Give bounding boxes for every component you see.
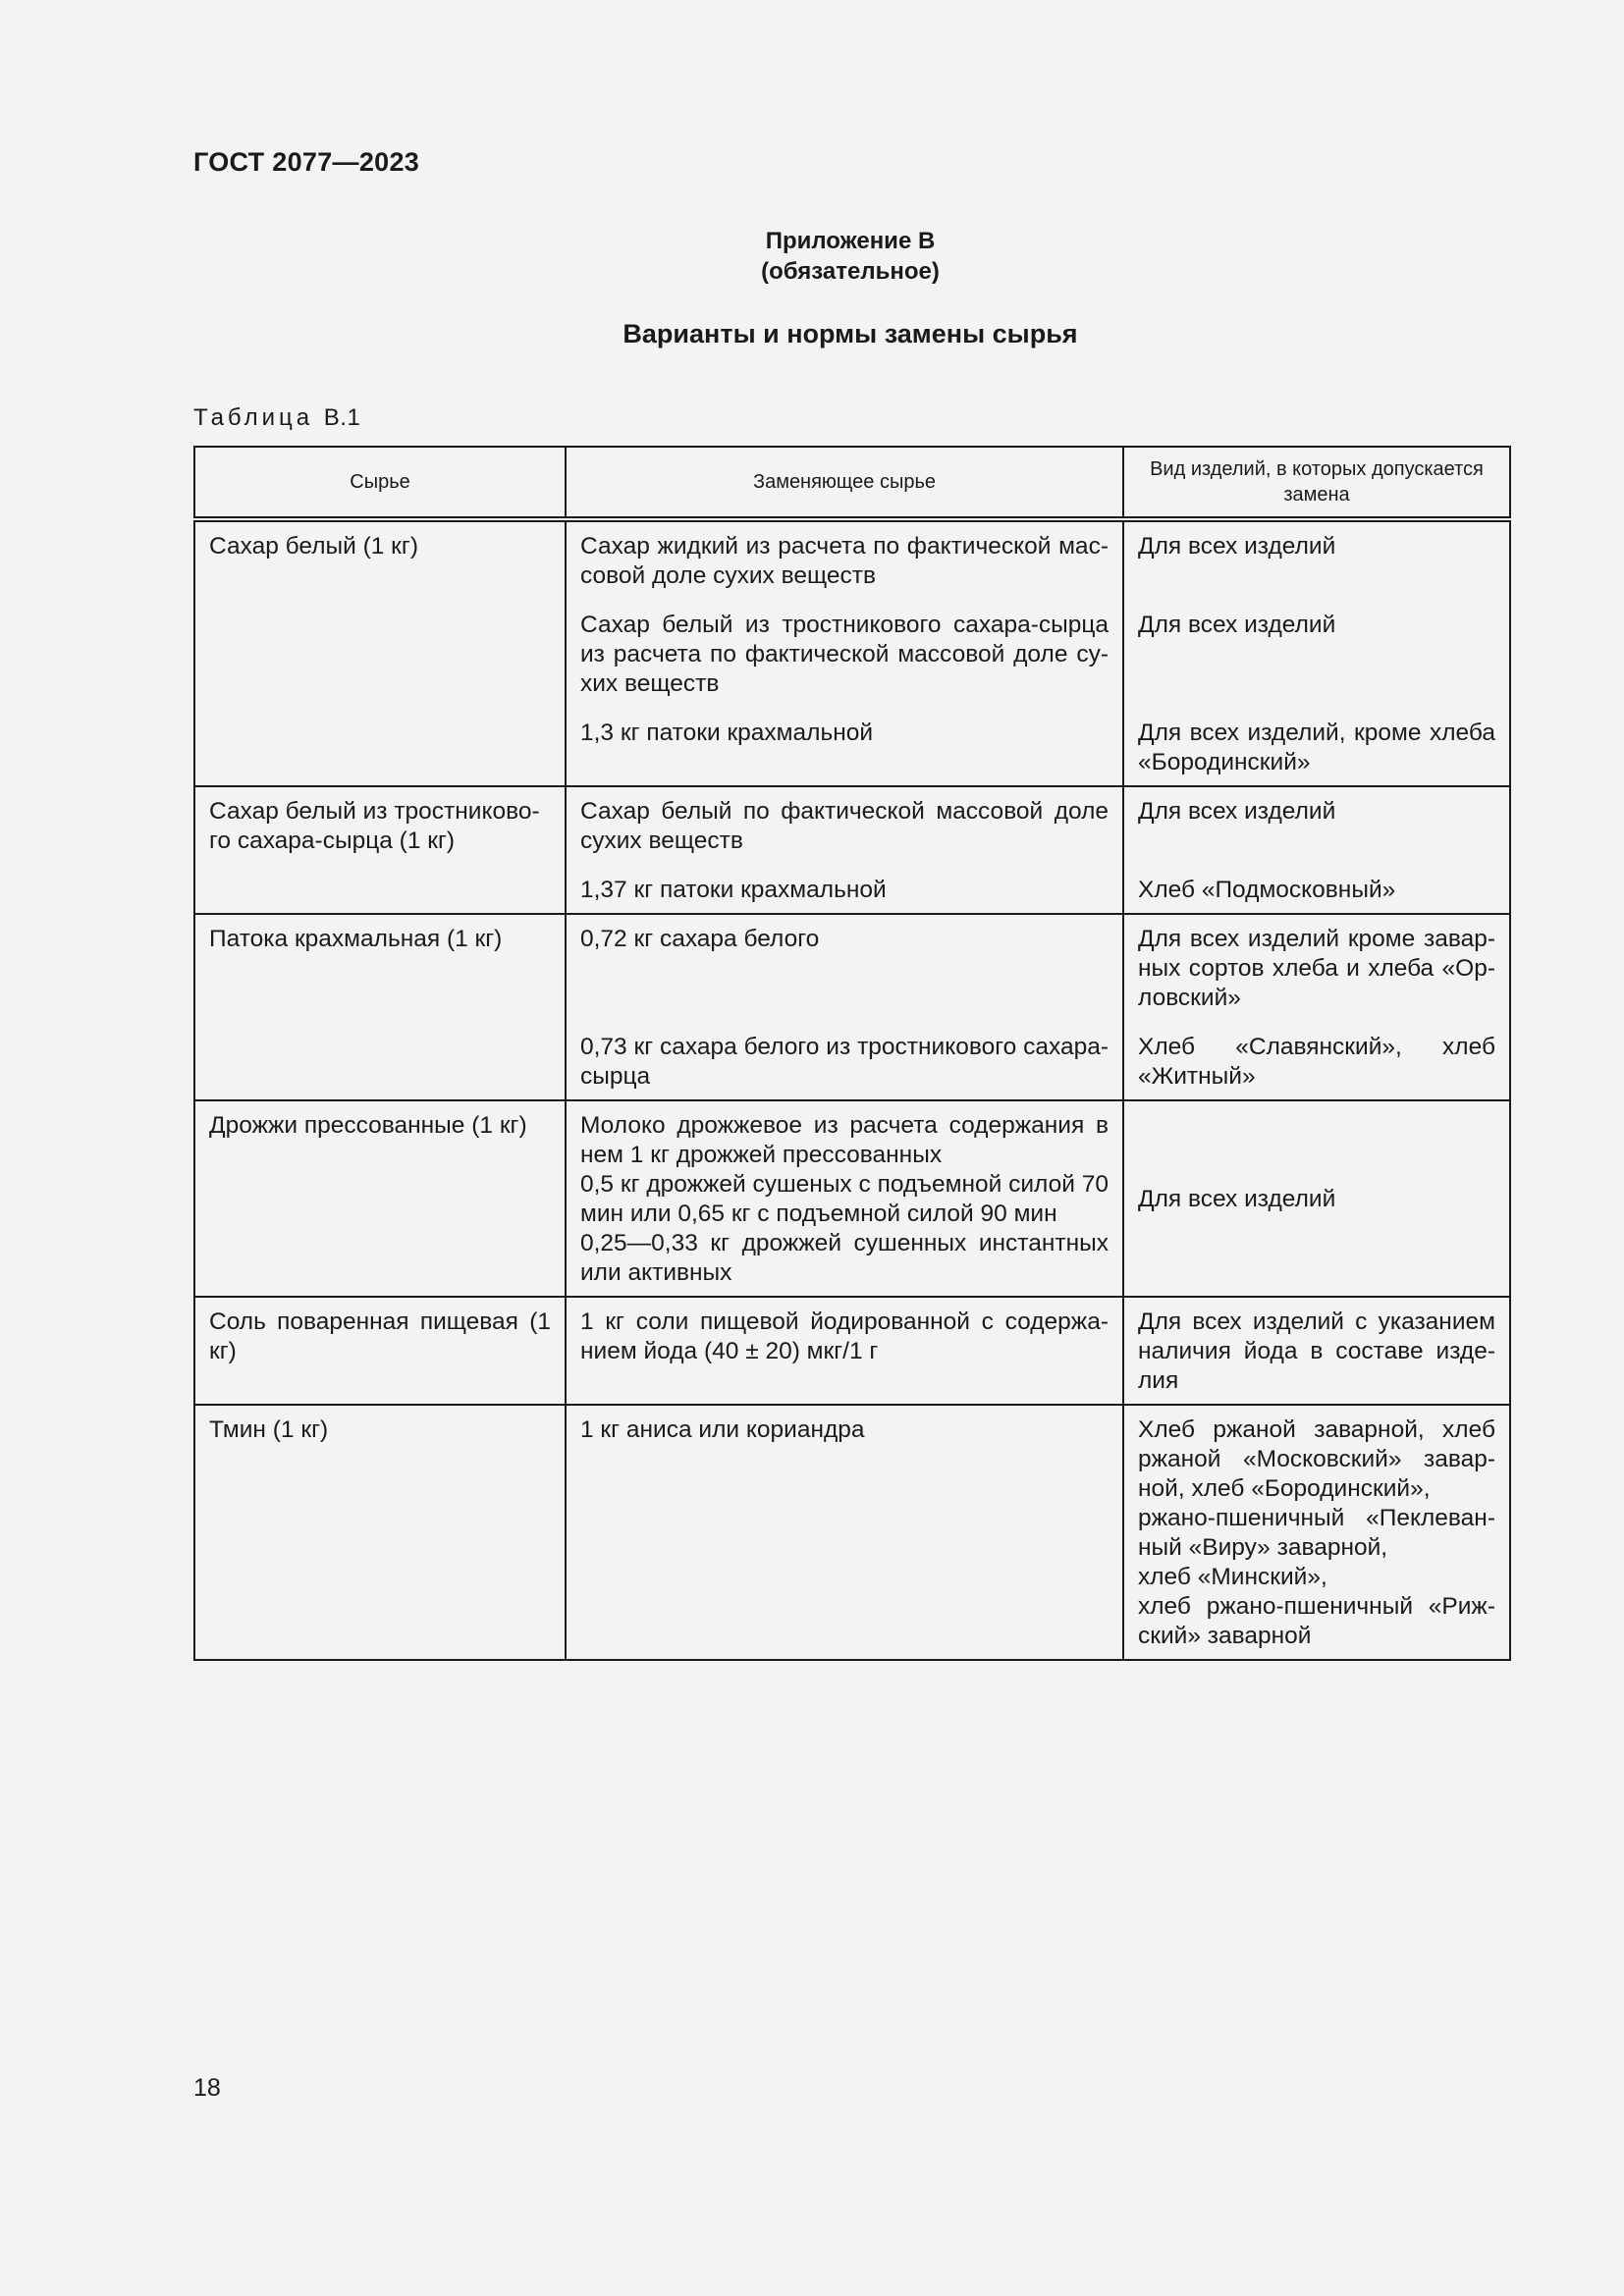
- replacement-item: 1,37 кг патоки крахмальной: [580, 877, 887, 903]
- products-cell: [1123, 914, 1510, 1100]
- replacement-item: 1 кг аниса или кориандра: [580, 1416, 865, 1443]
- column-header-raw: Сырье: [194, 447, 566, 519]
- raw-cell: Сахар белый из тростникового сахара-сырца (1 кг): [194, 786, 566, 914]
- products-item: хлеб ржано-пшеничный «Рижский» заварной: [1138, 1593, 1495, 1649]
- raw-cell: Сахар белый (1 кг): [194, 519, 566, 786]
- replacement-cell: [566, 519, 1123, 786]
- products-item: Для всех изделий: [1138, 533, 1336, 560]
- products-item: Для всех изделий: [1138, 798, 1336, 825]
- raw-cell: Тмин (1 кг): [194, 1405, 566, 1660]
- products-item: Для всех изделий кроме заварных сортов хлеба и хлеба «Орловский»: [1138, 926, 1495, 1011]
- raw-cell: Патока крахмальная (1 кг): [194, 914, 566, 1100]
- table-caption-number: В.1: [323, 404, 361, 431]
- products-item: Для всех изделий, кроме хлеба «Бородинский»: [1138, 720, 1495, 775]
- replacement-cell: [566, 786, 1123, 914]
- column-header-replacement: Заменяющее сырье: [566, 447, 1123, 519]
- products-item: Хлеб «Подмосковный»: [1138, 877, 1396, 903]
- replacement-item: Сахар белый по фактической массовой доле сухих веществ: [580, 798, 1109, 854]
- products-item: ржано-пшеничный «Пеклеванный «Виру» заварной,: [1138, 1505, 1495, 1561]
- appendix-status: (обязательное): [761, 258, 940, 285]
- products-cell: [1123, 1297, 1510, 1405]
- column-header-products: Вид изделий, в которых допускается замена: [1123, 447, 1510, 519]
- table-row: [194, 1297, 1510, 1405]
- replacement-cell: [566, 914, 1123, 1100]
- products-item: Хлеб «Славянский», хлеб «Житный»: [1138, 1034, 1495, 1090]
- table-caption: [193, 404, 360, 432]
- table-row: [194, 519, 1510, 786]
- replacement-item: 1,3 кг патоки крахмальной: [580, 720, 874, 746]
- products-item: Для всех изделий: [1138, 1186, 1336, 1212]
- raw-cell: Соль поваренная пищевая (1 кг): [194, 1297, 566, 1405]
- products-item: Хлеб ржаной заварной, хлеб ржаной «Московский» заварной, хлеб «Бородинский»,: [1138, 1416, 1495, 1502]
- replacement-item: Сахар жидкий из расчета по фактической массовой доле сухих веществ: [580, 533, 1109, 589]
- table-row: [194, 1100, 1510, 1297]
- products-cell: [1123, 519, 1510, 786]
- appendix-title: Варианты и нормы замены сырья: [623, 319, 1078, 348]
- table-row: [194, 1405, 1510, 1660]
- replacement-item: Сахар белый из тростникового сахара-сырца из расчета по фактической массовой доле сухих веществ: [580, 612, 1109, 697]
- replacement-item: 0,73 кг сахара белого из тростникового сахара-сырца: [580, 1034, 1109, 1090]
- products-cell: [1123, 1405, 1510, 1660]
- products-cell: [1123, 1100, 1510, 1297]
- replacement-cell: [566, 1297, 1123, 1405]
- products-item: Для всех изделий: [1138, 612, 1336, 638]
- table-caption-word: Таблица: [193, 404, 314, 431]
- table-row: [194, 914, 1510, 1100]
- replacement-table: [193, 446, 1511, 1661]
- document-code: ГОСТ 2077—2023: [193, 147, 420, 177]
- appendix-label: Приложение В: [765, 228, 936, 254]
- replacement-item: 0,72 кг сахара белого: [580, 926, 820, 952]
- appendix-heading: [0, 226, 1624, 287]
- replacement-item: 0,25—0,33 кг дрожжей сушенных инстантных или активных: [580, 1230, 1109, 1286]
- replacement-item: 0,5 кг дрожжей сушеных с подъемной силой 70 мин или 0,65 кг с подъемной силой 90 мин: [580, 1171, 1109, 1227]
- replacement-item: 1 кг соли пищевой йодированной с содержанием йода (40 ± 20) мкг/1 г: [580, 1308, 1109, 1364]
- products-cell: [1123, 786, 1510, 914]
- table-header-row: [194, 447, 1510, 519]
- table-row: [194, 786, 1510, 914]
- products-item: Для всех изделий с указанием наличия йода в составе изделия: [1138, 1308, 1495, 1394]
- replacement-cell: [566, 1100, 1123, 1297]
- products-item: хлеб «Минский»,: [1138, 1564, 1327, 1590]
- raw-cell: Дрожжи прессованные (1 кг): [194, 1100, 566, 1297]
- replacement-cell: [566, 1405, 1123, 1660]
- page-number: 18: [193, 2074, 221, 2102]
- replacement-item: Молоко дрожжевое из расчета содержания в нем 1 кг дрожжей прессованных: [580, 1112, 1109, 1168]
